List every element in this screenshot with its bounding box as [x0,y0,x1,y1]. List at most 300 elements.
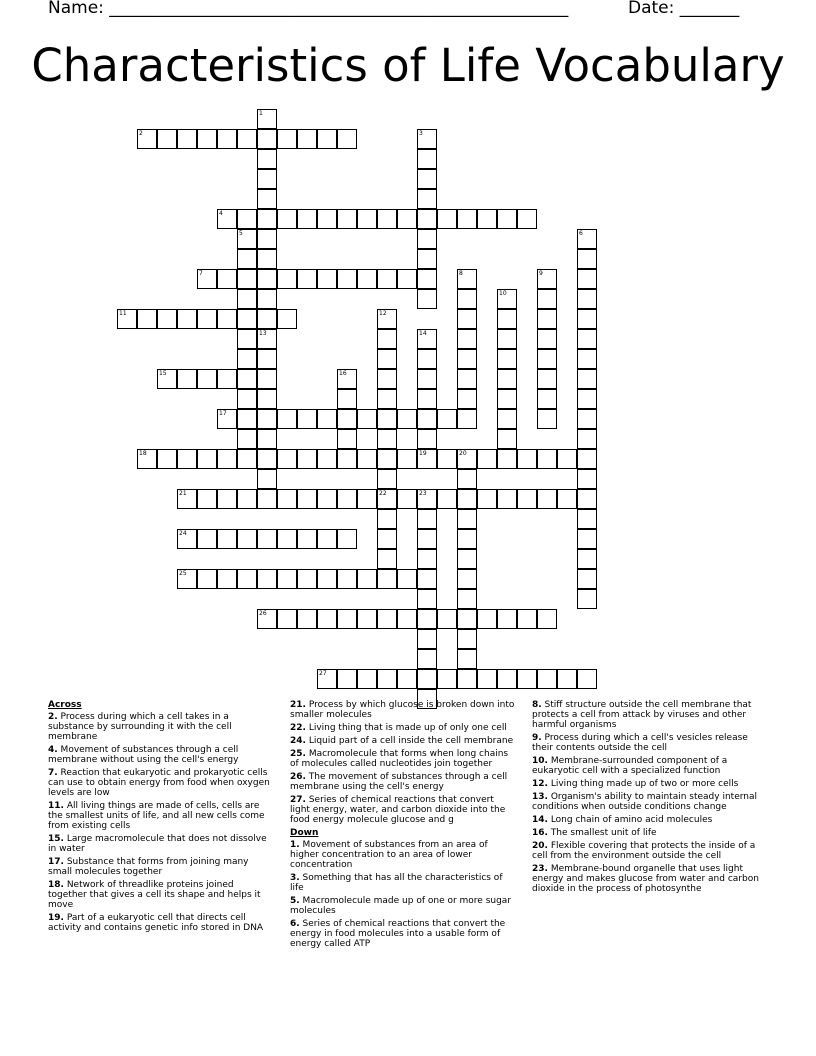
grid-cell[interactable] [577,369,597,389]
clue-number: 22. [290,723,306,733]
grid-cell[interactable] [577,549,597,569]
clue-number: 10. [532,756,548,766]
grid-cell[interactable] [417,289,437,309]
grid-cell[interactable] [457,489,477,509]
grid-cell[interactable] [377,569,397,589]
grid-cell[interactable] [557,669,577,689]
grid-cell[interactable] [377,469,397,489]
clue-item [532,700,768,730]
grid-cell[interactable] [577,389,597,409]
grid-cell[interactable] [377,509,397,529]
grid-cell[interactable] [317,569,337,589]
grid-cell[interactable] [377,349,397,369]
grid-cell[interactable] [297,569,317,589]
grid-cell[interactable] [317,609,337,629]
grid-cell[interactable] [257,489,277,509]
grid-cell[interactable] [417,329,437,349]
grid-cell[interactable] [577,409,597,429]
grid-cell[interactable] [137,309,157,329]
grid-cell[interactable] [497,289,517,309]
grid-cell[interactable] [277,449,297,469]
grid-cell[interactable] [397,269,417,289]
grid-cell[interactable] [377,209,397,229]
grid-cell[interactable] [357,269,377,289]
grid-cell[interactable] [457,509,477,529]
grid-cell[interactable] [457,349,477,369]
grid-cell[interactable] [437,209,457,229]
grid-cell[interactable] [537,409,557,429]
grid-cell[interactable] [537,449,557,469]
grid-cell[interactable] [217,409,237,429]
grid-cell[interactable] [237,129,257,149]
clue-item [48,880,270,910]
grid-cell[interactable] [417,589,437,609]
grid-cell[interactable] [417,369,437,389]
grid-cell[interactable] [277,269,297,289]
grid-cell[interactable] [257,209,277,229]
grid-cell[interactable] [237,289,257,309]
grid-cell[interactable] [257,169,277,189]
grid-cell[interactable] [197,529,217,549]
grid-cell[interactable] [417,569,437,589]
clue-text: The movement of substances through a cell membrane using the cell's energy [290,772,508,792]
name-line[interactable]: Name: ______________________________________________________ [48,0,569,18]
grid-cell[interactable] [497,609,517,629]
grid-cell[interactable] [217,209,237,229]
clue-item [48,913,270,933]
grid-cell[interactable] [257,369,277,389]
grid-cell[interactable] [497,349,517,369]
clue-number: 27. [290,795,306,805]
grid-cell[interactable] [277,529,297,549]
grid-cell[interactable] [437,669,457,689]
clue-number: 24. [290,736,306,746]
grid-cell[interactable] [317,449,337,469]
grid-cell[interactable] [417,389,437,409]
grid-cell[interactable] [257,469,277,489]
grid-cell[interactable] [477,489,497,509]
grid-cell[interactable] [157,129,177,149]
grid-cell[interactable] [257,249,277,269]
clue-item [290,772,515,792]
grid-cell[interactable] [577,449,597,469]
grid-cell[interactable] [497,389,517,409]
grid-cell[interactable] [237,369,257,389]
grid-cell[interactable] [237,349,257,369]
grid-cell[interactable] [417,649,437,669]
grid-cell[interactable] [457,629,477,649]
grid-cell[interactable] [297,269,317,289]
grid-cell[interactable] [417,229,437,249]
grid-cell[interactable] [457,449,477,469]
grid-cell[interactable] [257,569,277,589]
grid-cell[interactable] [397,569,417,589]
grid-cell[interactable] [257,609,277,629]
grid-cell[interactable] [417,129,437,149]
grid-cell[interactable] [537,309,557,329]
grid-cell[interactable] [417,549,437,569]
grid-cell[interactable] [437,409,457,429]
grid-cell[interactable] [277,489,297,509]
grid-cell[interactable] [557,449,577,469]
grid-cell[interactable] [537,369,557,389]
clue-text: Large macromolecule that does not dissolve in water [48,834,267,854]
grid-cell[interactable] [137,129,157,149]
clue-number: 3 [419,130,423,137]
grid-cell[interactable] [297,129,317,149]
grid-cell[interactable] [257,409,277,429]
grid-cell[interactable] [537,669,557,689]
grid-cell[interactable] [357,209,377,229]
clue-text: Process during which a cell takes in a substance by surrounding it with the cell membrane [48,712,232,742]
grid-cell[interactable] [177,449,197,469]
grid-cell[interactable] [177,129,197,149]
grid-cell[interactable] [417,249,437,269]
clue-text: Long chain of amino acid molecules [547,815,713,825]
clue-text: Macromolecule that forms when long chains of molecules called nucleotides join together [290,749,509,769]
grid-cell[interactable] [517,669,537,689]
grid-cell[interactable] [457,609,477,629]
grid-cell[interactable] [577,289,597,309]
grid-cell[interactable] [537,289,557,309]
clue-item [532,828,768,838]
grid-cell[interactable] [317,129,337,149]
grid-cell[interactable] [417,609,437,629]
grid-cell[interactable] [457,369,477,389]
clue-item [532,815,768,825]
grid-cell[interactable] [357,569,377,589]
grid-cell[interactable] [577,509,597,529]
grid-cell[interactable] [237,389,257,409]
clue-number: 9 [539,270,543,277]
grid-cell[interactable] [497,409,517,429]
grid-cell[interactable] [537,609,557,629]
grid-cell[interactable] [137,449,157,469]
grid-cell[interactable] [497,489,517,509]
grid-cell[interactable] [357,409,377,429]
grid-cell[interactable] [257,529,277,549]
grid-cell[interactable] [377,529,397,549]
clue-text: The smallest unit of life [547,828,657,838]
grid-cell[interactable] [177,569,197,589]
clue-number: 24 [179,530,187,537]
grid-cell[interactable] [337,609,357,629]
grid-cell[interactable] [297,489,317,509]
grid-cell[interactable] [337,389,357,409]
grid-cell[interactable] [537,349,557,369]
grid-cell[interactable] [257,149,277,169]
grid-cell[interactable] [457,529,477,549]
grid-cell[interactable] [357,449,377,469]
grid-cell[interactable] [177,309,197,329]
clue-number: 10 [499,290,507,297]
grid-cell[interactable] [237,249,257,269]
grid-cell[interactable] [297,409,317,429]
grid-cell[interactable] [337,449,357,469]
clue-text: Reaction that eukaryotic and prokaryotic cells can use to obtain energy from food when oxygen levels are low [48,768,270,798]
grid-cell[interactable] [197,269,217,289]
grid-cell[interactable] [197,369,217,389]
grid-cell[interactable] [397,409,417,429]
grid-cell[interactable] [417,669,437,689]
grid-cell[interactable] [217,449,237,469]
grid-cell[interactable] [257,269,277,289]
clue-item [48,801,270,831]
grid-cell[interactable] [497,309,517,329]
grid-cell[interactable] [577,229,597,249]
grid-cell[interactable] [337,209,357,229]
grid-cell[interactable] [337,269,357,289]
grid-cell[interactable] [157,309,177,329]
grid-cell[interactable] [257,289,277,309]
clue-number: 17 [219,410,227,417]
grid-cell[interactable] [257,349,277,369]
grid-cell[interactable] [457,469,477,489]
grid-cell[interactable] [197,129,217,149]
date-line[interactable]: Date: _______ [628,0,740,18]
grid-cell[interactable] [377,309,397,329]
grid-cell[interactable] [517,449,537,469]
grid-cell[interactable] [237,209,257,229]
grid-cell[interactable] [397,669,417,689]
grid-cell[interactable] [237,529,257,549]
grid-cell[interactable] [257,449,277,469]
grid-cell[interactable] [437,449,457,469]
grid-cell[interactable] [337,129,357,149]
grid-cell[interactable] [577,489,597,509]
clue-number: 27 [319,670,327,677]
grid-cell[interactable] [417,529,437,549]
clue-number: 15. [48,834,64,844]
grid-cell[interactable] [377,389,397,409]
grid-cell[interactable] [377,549,397,569]
grid-cell[interactable] [477,209,497,229]
grid-cell[interactable] [577,349,597,369]
grid-cell[interactable] [277,409,297,429]
grid-cell[interactable] [197,569,217,589]
grid-cell[interactable] [237,229,257,249]
grid-cell[interactable] [277,309,297,329]
grid-cell[interactable] [377,269,397,289]
grid-cell[interactable] [317,409,337,429]
grid-cell[interactable] [257,189,277,209]
grid-cell[interactable] [237,329,257,349]
grid-cell[interactable] [537,389,557,409]
grid-cell[interactable] [497,209,517,229]
clue-item [48,712,270,742]
grid-cell[interactable] [417,629,437,649]
grid-cell[interactable] [517,609,537,629]
grid-cell[interactable] [417,409,437,429]
grid-cell[interactable] [237,489,257,509]
grid-cell[interactable] [197,449,217,469]
grid-cell[interactable] [457,309,477,329]
grid-cell[interactable] [517,489,537,509]
grid-cell[interactable] [577,309,597,329]
grid-cell[interactable] [397,609,417,629]
grid-cell[interactable] [417,269,437,289]
grid-cell[interactable] [477,609,497,629]
grid-cell[interactable] [577,529,597,549]
grid-cell[interactable] [537,329,557,349]
grid-cell[interactable] [257,389,277,409]
grid-cell[interactable] [437,489,457,509]
grid-cell[interactable] [477,449,497,469]
grid-cell[interactable] [337,529,357,549]
grid-cell[interactable] [197,309,217,329]
grid-cell[interactable] [237,429,257,449]
grid-cell[interactable] [417,209,437,229]
grid-cell[interactable] [317,669,337,689]
grid-cell[interactable] [217,529,237,549]
grid-cell[interactable] [577,669,597,689]
grid-cell[interactable] [377,409,397,429]
grid-cell[interactable] [377,429,397,449]
grid-cell[interactable] [237,269,257,289]
grid-cell[interactable] [297,209,317,229]
grid-cell[interactable] [457,289,477,309]
grid-cell[interactable] [317,529,337,549]
clue-item [532,733,768,753]
grid-cell[interactable] [457,549,477,569]
grid-cell[interactable] [377,369,397,389]
grid-cell[interactable] [237,409,257,429]
clue-text: Process by which glucose is broken down into smaller molecules [290,700,515,720]
grid-cell[interactable] [237,309,257,329]
grid-cell[interactable] [457,669,477,689]
grid-cell[interactable] [417,349,437,369]
grid-cell[interactable] [317,489,337,509]
grid-cell[interactable] [277,569,297,589]
grid-cell[interactable] [377,449,397,469]
grid-cell[interactable] [257,109,277,129]
grid-cell[interactable] [217,309,237,329]
grid-cell[interactable] [457,649,477,669]
grid-cell[interactable] [357,489,377,509]
grid-cell[interactable] [417,169,437,189]
grid-cell[interactable] [257,229,277,249]
grid-cell[interactable] [577,269,597,289]
grid-cell[interactable] [497,429,517,449]
grid-cell[interactable] [537,489,557,509]
grid-cell[interactable] [217,369,237,389]
grid-cell[interactable] [497,449,517,469]
grid-cell[interactable] [277,209,297,229]
grid-cell[interactable] [417,189,437,209]
grid-cell[interactable] [377,489,397,509]
grid-cell[interactable] [417,149,437,169]
grid-cell[interactable] [457,329,477,349]
clue-number: 13. [532,792,548,802]
grid-cell[interactable] [417,449,437,469]
grid-cell[interactable] [457,389,477,409]
grid-cell[interactable] [317,269,337,289]
clue-item [290,723,515,733]
grid-cell[interactable] [277,609,297,629]
grid-cell[interactable] [297,449,317,469]
grid-cell[interactable] [217,569,237,589]
grid-cell[interactable] [177,529,197,549]
grid-cell[interactable] [217,489,237,509]
grid-cell[interactable] [397,209,417,229]
clue-text: Living thing made up of two or more cells [547,779,739,789]
grid-cell[interactable] [257,309,277,329]
grid-cell[interactable] [257,329,277,349]
grid-cell[interactable] [117,309,137,329]
grid-cell[interactable] [337,569,357,589]
grid-cell[interactable] [557,489,577,509]
grid-cell[interactable] [337,429,357,449]
grid-cell[interactable] [257,429,277,449]
grid-cell[interactable] [337,409,357,429]
page-title: Characteristics of Life Vocabulary [31,39,785,92]
down-heading: Down [290,828,319,838]
grid-cell[interactable] [297,529,317,549]
grid-cell[interactable] [397,449,417,469]
clue-number: 1 [259,110,263,117]
grid-cell[interactable] [357,609,377,629]
grid-cell[interactable] [237,569,257,589]
grid-cell[interactable] [197,489,217,509]
grid-cell[interactable] [457,209,477,229]
grid-cell[interactable] [277,129,297,149]
grid-cell[interactable] [577,329,597,349]
grid-cell[interactable] [457,569,477,589]
clue-number: 8. [532,700,542,710]
grid-cell[interactable] [517,209,537,229]
grid-cell[interactable] [177,489,197,509]
grid-cell[interactable] [497,669,517,689]
grid-cell[interactable] [317,209,337,229]
grid-cell[interactable] [437,609,457,629]
grid-cell[interactable] [217,129,237,149]
grid-cell[interactable] [217,269,237,289]
grid-cell[interactable] [177,369,197,389]
grid-cell[interactable] [357,669,377,689]
grid-cell[interactable] [457,589,477,609]
grid-cell[interactable] [257,129,277,149]
clue-item [532,864,768,894]
grid-cell[interactable] [497,369,517,389]
grid-cell[interactable] [157,369,177,389]
grid-cell[interactable] [417,489,437,509]
grid-cell[interactable] [337,369,357,389]
grid-cell[interactable] [337,669,357,689]
clue-item [290,840,515,870]
grid-cell[interactable] [577,469,597,489]
grid-cell[interactable] [157,449,177,469]
grid-cell[interactable] [297,609,317,629]
grid-cell[interactable] [417,509,437,529]
grid-cell[interactable] [237,449,257,469]
grid-cell[interactable] [537,269,557,289]
grid-cell[interactable] [377,669,397,689]
grid-cell[interactable] [337,489,357,509]
grid-cell[interactable] [457,269,477,289]
clue-text: Membrane-bound organelle that uses light energy and makes glucose from water and carbon dioxide in the process of photosynthe [532,864,759,894]
grid-cell[interactable] [477,669,497,689]
grid-cell[interactable] [577,429,597,449]
grid-cell[interactable] [457,409,477,429]
grid-cell[interactable] [577,589,597,609]
grid-cell[interactable] [577,249,597,269]
grid-cell[interactable] [577,569,597,589]
grid-cell[interactable] [417,429,437,449]
grid-cell[interactable] [377,609,397,629]
grid-cell[interactable] [397,489,417,509]
grid-cell[interactable] [497,329,517,349]
grid-cell[interactable] [377,329,397,349]
